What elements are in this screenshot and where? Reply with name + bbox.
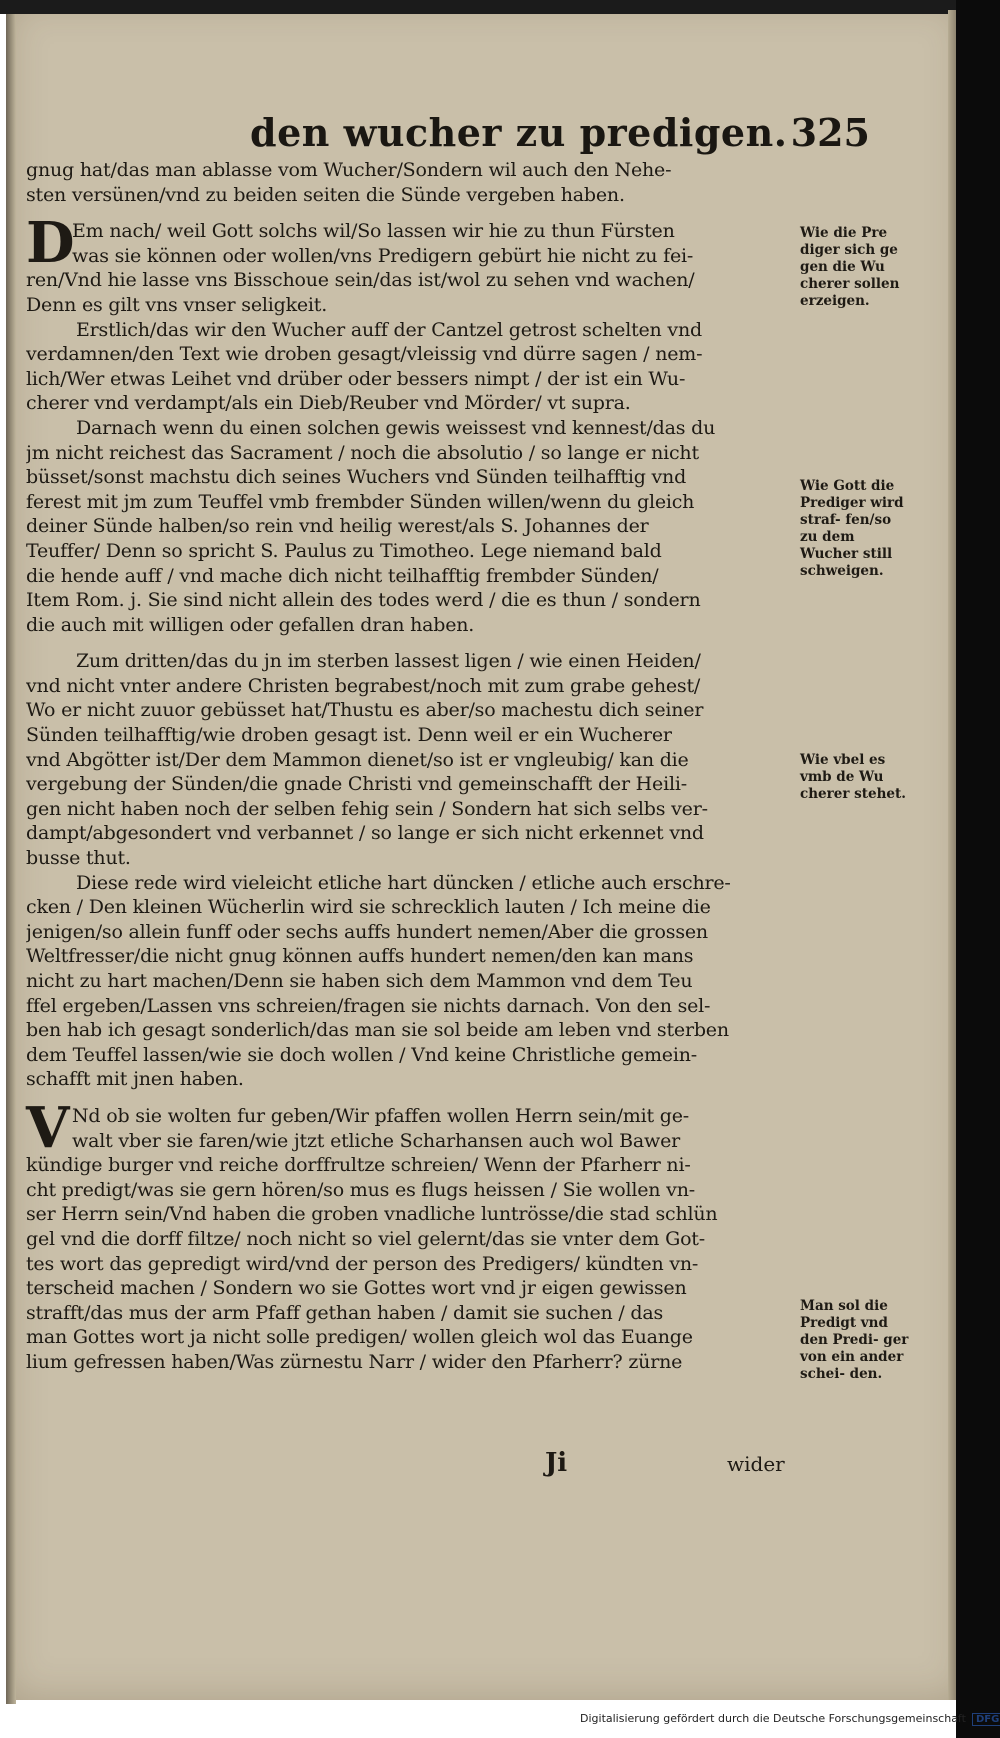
text-line: cht predigt/was sie gern hören/so mus es flugs heissen / Sie wollen vn- — [26, 1178, 695, 1201]
margin-note-2: Wie Gott die Prediger wird straf- fen/so zu dem Wucher still schweigen. — [800, 478, 904, 579]
text-line: nicht zu hart machen/Denn sie haben sich dem Mammon vnd dem Teu — [26, 970, 693, 992]
gutter-shadow — [6, 14, 16, 1704]
text-line: cherer vnd verdampt/als ein Dieb/Reuber vnd Mörder/ vt supra. — [26, 392, 631, 415]
text-line: terscheid machen / Sondern wo sie Gottes wort vnd jr eigen gewissen — [26, 1277, 687, 1300]
text-line: Erstlich/das wir den Wucher auff der Cantzel getrost schelten vnd — [76, 318, 702, 341]
drop-cap-v: V — [26, 1094, 70, 1161]
text-line: Denn es gilt vns vnser seligkeit. — [26, 293, 328, 316]
text-line: Em nach/ weil Gott solchs wil/So lassen wir hie zu thun Fürsten — [72, 220, 675, 243]
text-line: Diese rede wird vieleicht etliche hart düncken / etliche auch erschre- — [76, 871, 731, 894]
paragraph-gap — [26, 637, 796, 649]
text-line: strafft/das mus der arm Pfaff gethan haben / damit sie suchen / das — [26, 1301, 664, 1324]
text-line: schafft mit jnen haben. — [26, 1068, 244, 1091]
text-line: gel vnd die dorff filtze/ noch nicht so viel gelernt/das sie vnter dem Got- — [26, 1227, 705, 1250]
digitization-footer — [580, 1712, 1000, 1732]
text-line: vnd nicht vnter andere Christen begrabest/noch mit zum grabe gehest/ — [26, 674, 701, 697]
text-line: Item Rom. j. Sie sind nicht allein des todes werd / die es thun / sondern — [26, 589, 701, 612]
text-line: was sie können oder wollen/vns Predigern gebürt hie nicht zu fei- — [72, 244, 694, 267]
text-line: man Gottes wort ja nicht solle predigen/ wollen gleich wol das Euange — [26, 1326, 693, 1349]
text-line: walt vber sie faren/wie jtzt etliche Scharhansen auch wol Bawer — [72, 1129, 681, 1152]
paragraph-gap — [26, 1092, 796, 1104]
text-line: büsset/sonst machstu dich seines Wuchers vnd Sünden teilhafftig vnd — [26, 466, 687, 489]
text-line: jm nicht reichest das Sacrament / noch die absolutio / so lange er nicht — [26, 441, 699, 464]
text-line: kündige burger vnd reiche dorffrultze schreien/ Wenn der Pfarherr ni- — [26, 1154, 691, 1177]
text-line: deiner Sünde halben/so rein vnd heilig werest/als S. Johannes der — [26, 515, 649, 538]
text-line: sten versünen/vnd zu beiden seiten die Sünde vergeben haben. — [26, 183, 625, 206]
text-line: Sünden teilhafftig/wie droben gesagt ist. Denn weil er ein Wucherer — [26, 724, 672, 747]
text-line: vnd Abgötter ist/Der dem Mammon dienet/so ist er vngleubig/ kan die — [26, 748, 689, 771]
text-line: ben hab ich gesagt sonderlich/das man sie sol beide am leben vnd sterben — [26, 1019, 729, 1042]
text-line: die auch mit willigen oder gefallen dran haben. — [26, 613, 475, 636]
text-line: ser Herrn sein/Vnd haben die groben vnadliche luntrösse/die stad schlün — [26, 1203, 718, 1226]
drop-cap-d: D — [26, 210, 75, 277]
text-line: ferest mit jm zum Teuffel vmb frembder Sünden willen/wenn du gleich — [26, 490, 695, 513]
dfg-logo: DFG — [972, 1713, 1000, 1726]
text-line: Darnach wenn du einen solchen gewis weissest vnd kennest/das du — [76, 416, 716, 439]
text-line: Wo er nicht zuuor gebüsset hat/Thustu es aber/so machestu dich seiner — [26, 699, 704, 722]
running-title: den wucher zu predigen. — [250, 110, 788, 155]
text-line: gnug hat/das man ablasse vom Wucher/Sondern wil auch den Nehe- — [26, 159, 672, 181]
page-header — [250, 110, 870, 160]
text-line: Teuffer/ Denn so spricht S. Paulus zu Timotheo. Lege niemand bald — [26, 539, 662, 562]
text-line: vergebung der Sünden/die gnade Christi vnd gemeinschafft der Heili- — [26, 773, 687, 796]
catchword: wider — [727, 1452, 785, 1476]
text-line: Nd ob sie wolten fur geben/Wir pfaffen wollen Herrn sein/mit ge- — [72, 1104, 689, 1127]
margin-note-4: Man sol die Predigt vnd den Predi- ger von ein ander schei- den. — [800, 1298, 909, 1382]
text-line: die hende auff / vnd mache dich nicht teilhafftig frembder Sünden/ — [26, 564, 659, 587]
text-line: busse thut. — [26, 847, 131, 870]
page-number: 325 — [790, 110, 870, 155]
signature-mark: Ji — [545, 1448, 568, 1478]
text-line: jenigen/so allein funff oder sechs auffs hundert nemen/Aber die grossen — [26, 920, 708, 943]
text-line: lich/Wer etwas Leihet vnd drüber oder bessers nimpt / der ist ein Wu- — [26, 367, 686, 390]
text-line: gen nicht haben noch der selben fehig sein / Sondern hat sich selbs ver- — [26, 797, 708, 820]
margin-note-3: Wie vbel es vmb de Wu cherer stehet. — [800, 752, 906, 802]
text-line: lium gefressen haben/Was zürnestu Narr / wider den Pfarherr? zürne — [26, 1350, 683, 1373]
text-line: ffel ergeben/Lassen vns schreien/fragen sie nichts darnach. Von den sel- — [26, 994, 711, 1017]
text-line: dampt/abgesondert vnd verbannet / so lange er sich nicht erkennet vnd — [26, 822, 704, 845]
paragraph-initial-v — [26, 1094, 796, 1161]
text-line: tes wort das gepredigt wird/vnd der person des Predigers/ kündten vn- — [26, 1252, 699, 1275]
text-line: Zum dritten/das du jn im sterben lassest ligen / wie einen Heiden/ — [76, 650, 701, 673]
top-edge — [0, 0, 956, 14]
text-line: ren/Vnd hie lasse vns Bisschoue sein/das ist/wol zu sehen vnd wachen/ — [26, 269, 695, 292]
fore-edge — [948, 10, 956, 1700]
paragraph-gap — [26, 207, 796, 219]
paragraph-initial-d — [26, 210, 796, 277]
text-line: verdamnen/den Text wie droben gesagt/vleissig vnd dürre sagen / nem- — [26, 343, 703, 366]
text-line: Weltfresser/die nicht gnug können auffs hundert nemen/den kan mans — [26, 945, 694, 968]
text-line: dem Teuffel lassen/wie sie doch wollen / Vnd keine Christliche gemein- — [26, 1043, 697, 1066]
main-text — [26, 158, 796, 1375]
scan-background — [956, 0, 1000, 1738]
text-line: cken / Den kleinen Wücherlin wird sie schrecklich lauten / Ich meine die — [26, 896, 711, 919]
margin-note-1: Wie die Pre diger sich ge gen die Wu cherer sollen erzeigen. — [800, 225, 900, 309]
footer-text: Digitalisierung gefördert durch die Deutsche Forschungsgemeinschaft — [580, 1712, 966, 1725]
